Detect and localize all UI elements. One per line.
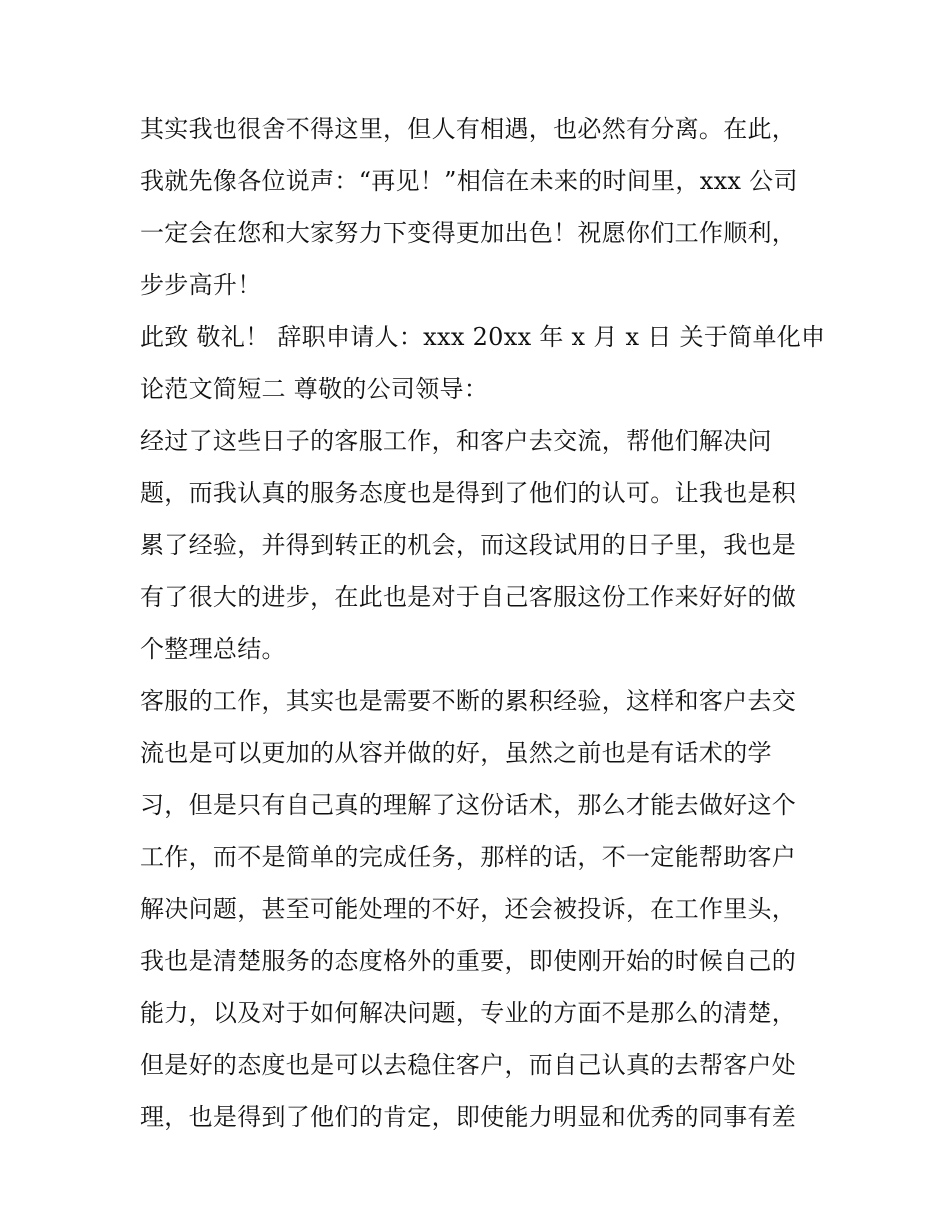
document-body xyxy=(140,103,826,1143)
text-line: 论范文简短二 尊敬的公司领导： xyxy=(140,375,489,403)
text-line: 题，而我认真的服务态度也是得到了他们的认可。让我也是积 xyxy=(140,479,797,507)
text-line: 习，但是只有自己真的理解了这份话术，那么才能去做好这个 xyxy=(140,791,797,819)
text-line: 解决问题，甚至可能处理的不好，还会被投诉，在工作里头， xyxy=(140,895,797,923)
text-line: 流也是可以更加的从容并做的好，虽然之前也是有话术的学 xyxy=(140,739,772,767)
text-line: 但是好的态度也是可以去稳住客户，而自己认真的去帮客户处 xyxy=(140,1051,797,1079)
text-line: 能力，以及对于如何解决问题，专业的方面不是那么的清楚， xyxy=(140,999,797,1027)
text-line: 有了很大的进步，在此也是对于自己客服这份工作来好好的做 xyxy=(140,583,797,611)
text-line: 累了经验，并得到转正的机会，而这段试用的日子里，我也是 xyxy=(140,531,797,559)
text-line: 个整理总结。 xyxy=(140,635,286,663)
text-line: 工作，而不是简单的完成任务，那样的话，不一定能帮助客户 xyxy=(140,843,797,871)
text-line: 我就先像各位说声：“再见！”相信在未来的时间里，xxx 公司 xyxy=(140,167,798,195)
text-line: 此致 敬礼！ 辞职申请人：xxx 20xx 年 x 月 x 日 关于简单化申 xyxy=(140,323,826,351)
text-line: 理，也是得到了他们的肯定，即使能力明显和优秀的同事有差 xyxy=(140,1103,797,1131)
text-line: 经过了这些日子的客服工作，和客户去交流，帮他们解决问 xyxy=(140,427,772,455)
text-line: 客服的工作，其实也是需要不断的累积经验，这样和客户去交 xyxy=(140,687,797,715)
text-line: 其实我也很舍不得这里，但人有相遇，也必然有分离。在此， xyxy=(140,115,797,143)
text-line: 步步高升！ xyxy=(140,271,262,299)
text-line: 我也是清楚服务的态度格外的重要，即使刚开始的时候自己的 xyxy=(140,947,797,975)
text-line: 一定会在您和大家努力下变得更加出色！祝愿你们工作顺利， xyxy=(140,219,797,247)
